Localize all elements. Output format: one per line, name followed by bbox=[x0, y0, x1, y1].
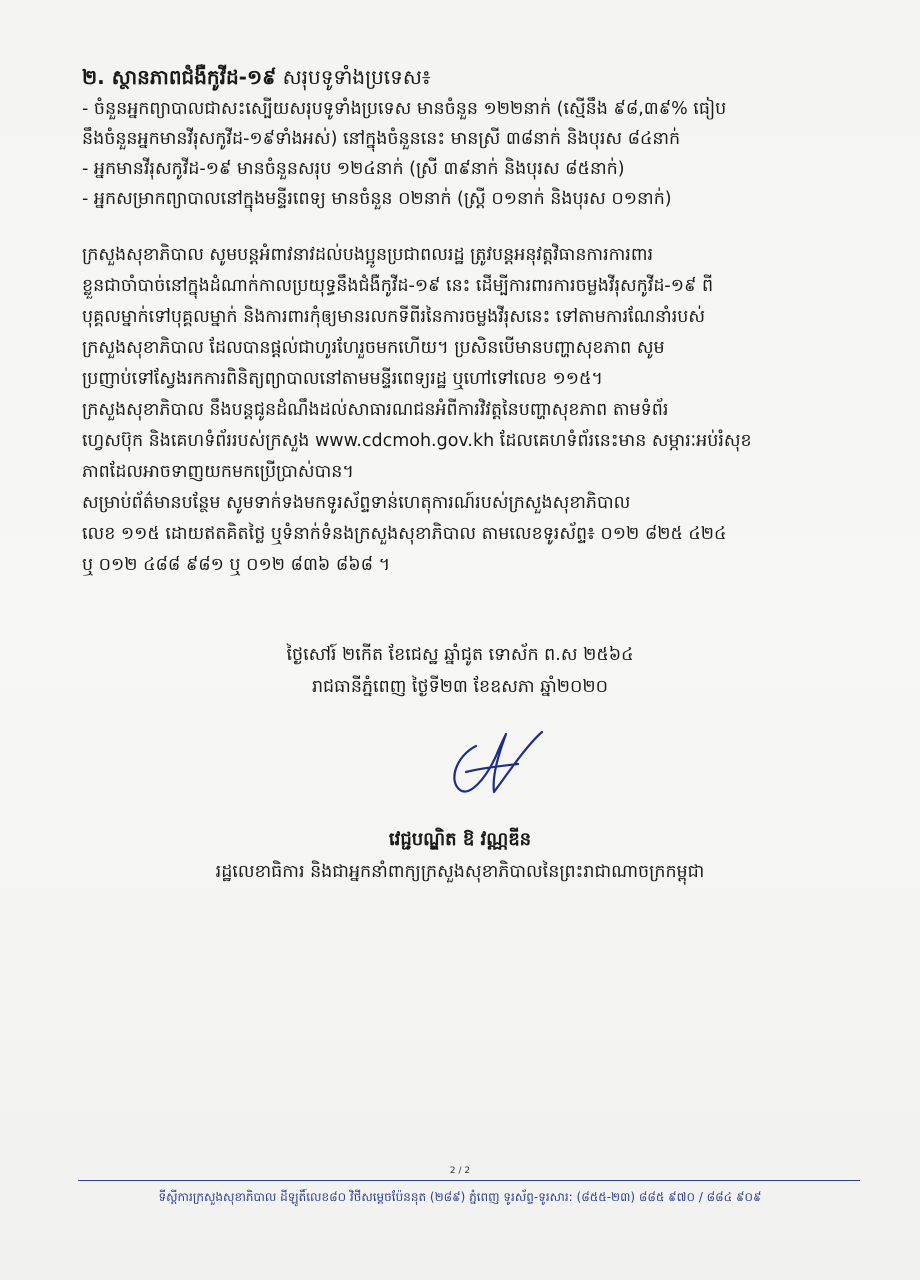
page-number: 2 / 2 bbox=[449, 1166, 471, 1176]
bullet-recovered-cont: នឹងចំនួនអ្នកមានវីរុសកូវីដ-១៩ទាំងអស់) នៅក្នុងចំនួននេះ មានស្រី ៣៨នាក់ និងបុរស ៨៤នាក់ bbox=[82, 129, 681, 149]
paragraph-line: ហ្វេសប៊ុក និងគេហទំព័ររបស់ក្រសួង www.cdcmoh.gov.kh ដែលគេហទំព័រនេះមាន សម្ភារៈអប់រំសុខ bbox=[82, 431, 752, 451]
paragraph-line: ខ្លួនជាចាំបាច់នៅក្នុងដំណាក់កាលប្រយុទ្ធនឹងជំងឺកូវីដ-១៩ នេះ ដើម្បីការពារការចម្លងវីរុសកូវីដ-១៩ ពី bbox=[82, 276, 714, 296]
bullet-total-cases: - អ្នកមានវីរុសកូវីដ-១៩ មានចំនួនសរុប ១២៤នាក់ (ស្រី ៣៩នាក់ និងបុរស ៨៥នាក់) bbox=[82, 159, 625, 179]
section-heading-rest: សរុបទូទាំងប្រទេស៖ bbox=[276, 65, 431, 89]
paragraph-line: ភាពដែលអាចទាញយកមកប្រើប្រាស់បាន។ bbox=[82, 462, 354, 482]
paragraph-contact bbox=[82, 488, 842, 581]
paragraph-line: បុគ្គលម្នាក់ទៅបុគ្គលម្នាក់ និងការពារកុំឲ្យមានរលកទីពីរនៃការចម្លងវីរុសនេះ ទៅតាមការណែនាំរបស់ bbox=[82, 307, 706, 327]
bullet-hospitalized: - អ្នកសម្រាកព្យាបាលនៅក្នុងមន្ទីរពេទ្យ មានចំនួន ០២នាក់ (ស្ត្រី ០១នាក់ និងបុរស ០១នាក់) bbox=[82, 189, 672, 209]
date-gregorian: រាជធានីភ្នំពេញ ថ្ងៃទី២៣ ខែឧសភា ឆ្នាំ២០២០ bbox=[311, 677, 609, 697]
date-lunar: ថ្ងៃសៅរ៍ ២កើត ខែជេស្ឋ ឆ្នាំជូត ទោស័ក ព.ស ២៥៦៤ bbox=[286, 645, 634, 665]
paragraph-updates bbox=[82, 395, 842, 488]
bullet-recovered: - ចំនួនអ្នកព្យាបាលជាសះស្បើយសរុបទូទាំងប្រទេស មានចំនួន ១២២នាក់ (ស្មើនឹង ៩៨,៣៩% ធៀប bbox=[82, 99, 727, 119]
paragraph-line: ប្រញាប់ទៅស្វែងរកការពិនិត្យព្យាបាលនៅតាមមន្ទីរពេទ្យរដ្ឋ ឬហៅទៅលេខ ១១៥។ bbox=[82, 369, 603, 389]
signer-title: រដ្ឋលេខាធិការ និងជាអ្នកនាំពាក្យក្រសួងសុខាភិបាលនៃព្រះរាជាណាចក្រកម្ពុជា bbox=[215, 862, 705, 882]
section-heading bbox=[82, 62, 842, 92]
paragraph-line: ក្រសួងសុខាភិបាល សូមបន្តអំពាវនាវដល់បងប្អូនប្រជាពលរដ្ឋ ត្រូវបន្តអនុវត្តវិធានការការពារ bbox=[82, 245, 654, 265]
paragraph-line: សម្រាប់ព័ត៌មានបន្ថែម សូមទាក់ទងមកទូរស័ព្ទទាន់ហេតុការណ៍របស់ក្រសួងសុខាភិបាល bbox=[82, 493, 631, 513]
section-heading-bold: ២. ស្ថានភាពជំងឺកូវីដ-១៩ bbox=[82, 65, 277, 89]
signer-name: វេជ្ជបណ្ឌិត ឱ វណ្ណឌីន bbox=[388, 829, 532, 850]
handwritten-signature bbox=[446, 726, 556, 798]
document-body bbox=[82, 62, 842, 581]
paragraph-line: លេខ ១១៥ ដោយឥតគិតថ្លៃ ឬទំនាក់ទំនងក្រសួងសុខាភិបាល តាមលេខទូរស័ព្ទ៖ ០១២ ៨២៥ ៤២៤ bbox=[82, 524, 727, 544]
paragraph-line: ក្រសួងសុខាភិបាល នឹងបន្តជូនដំណឹងដល់សាធារណជនអំពីការវិវត្តនៃបញ្ហាសុខភាព តាមទំព័រ bbox=[82, 400, 669, 420]
paragraph-appeal bbox=[82, 240, 842, 395]
paragraph-line: ក្រសួងសុខាភិបាល ដែលបានផ្តល់ជាហូរហែរួចមកហើយ។ ប្រសិនបើមានបញ្ហាសុខភាព សូម bbox=[82, 338, 665, 358]
footer-divider bbox=[78, 1180, 860, 1181]
footer-address: ទីស្តីការក្រសួងសុខាភិបាល ដីឡូតិ៍លេខ៨០ វិថីសម្តេចប៉ែននុត (២៨៩) ភ្នំពេញ ទូរស័ព្ទ-ទូរសារ: (៨៥៥-២៣) ៨៨៥ ៩៧០ / ៨៨៤ ៩០៩ bbox=[158, 1190, 762, 1204]
paragraph-line: ឬ ០១២ ៤៨៨ ៩៨១ ឬ ០១២ ៨៣៦ ៨៦៨ ។ bbox=[82, 555, 391, 575]
